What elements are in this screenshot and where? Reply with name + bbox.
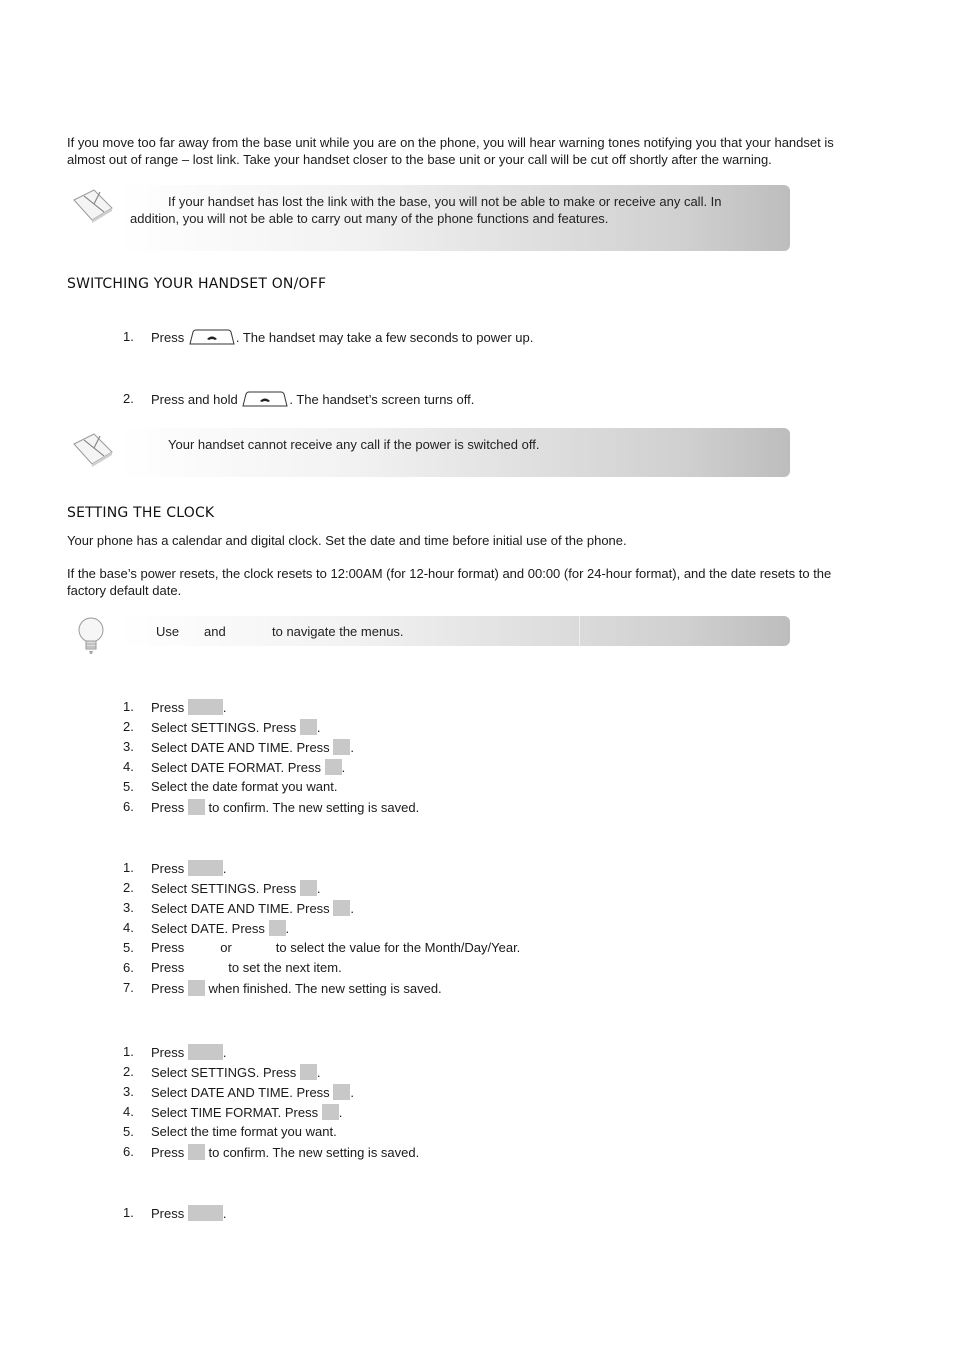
clock-paragraph-2 [67, 565, 887, 599]
step-text: . [316, 1065, 321, 1080]
tip-and: and [204, 624, 226, 639]
step-text: . [350, 1085, 354, 1100]
step-text: Select SETTINGS. Press [151, 1065, 297, 1080]
step-text: Select TIME FORMAT. Press [151, 1105, 319, 1120]
step-text: Press [151, 700, 185, 715]
note2-text: Your handset cannot receive any call if the power is switched off. [168, 437, 540, 452]
step [151, 960, 342, 975]
step-text: when finished. The new setting is saved. [208, 981, 442, 996]
note-pad-icon [70, 430, 116, 468]
step-number: 5. [123, 779, 134, 794]
ok-key [269, 920, 286, 936]
step-text: . [222, 1206, 227, 1221]
step-number: 1. [123, 1044, 134, 1059]
step [151, 699, 226, 715]
step [151, 799, 419, 815]
step-number: 2. [123, 1064, 134, 1079]
step-number: 6. [123, 799, 134, 814]
step [151, 860, 226, 876]
section-heading-clock: SETTING THE CLOCK [67, 505, 215, 521]
step-text: Select DATE. Press [151, 921, 265, 936]
tip-box-divider [579, 616, 580, 646]
ok-key [333, 900, 350, 916]
step-text: . [338, 1105, 343, 1120]
step [151, 1044, 226, 1060]
step-text: Select the date format you want. [151, 779, 338, 794]
step [151, 1124, 337, 1139]
switch-step-1-number: 1. [123, 329, 134, 344]
menu-key [188, 699, 223, 715]
step-text: Press [151, 1045, 185, 1060]
ok-key [300, 719, 317, 735]
switch-step-2-post: . The handset’s screen turns off. [289, 392, 475, 407]
step-number: 7. [123, 980, 134, 995]
light-bulb-icon [74, 615, 108, 657]
ok-key [188, 1144, 205, 1160]
switch-step-2-pre: Press and hold [151, 392, 238, 407]
step-number: 6. [123, 1144, 134, 1159]
step-text: Press [151, 981, 185, 996]
menu-key [188, 1044, 223, 1060]
step [151, 880, 320, 896]
end-call-key-icon [188, 329, 236, 346]
note1-line-1: If your handset has lost the link with the base, you will not be able to make or receive any call. In [168, 194, 722, 209]
ok-key [300, 1064, 317, 1080]
step-number: 5. [123, 940, 134, 955]
step-text: . [350, 901, 354, 916]
step-number: 2. [123, 880, 134, 895]
step-number: 1. [123, 699, 134, 714]
switch-step-2 [151, 391, 474, 408]
step [151, 940, 520, 955]
step-number: 3. [123, 739, 134, 754]
ok-key [188, 980, 205, 996]
step [151, 980, 442, 996]
end-call-key-icon [241, 391, 289, 408]
step [151, 900, 354, 916]
step [151, 1084, 354, 1100]
menu-key [188, 860, 223, 876]
step-text: . [350, 740, 354, 755]
switch-step-1 [151, 329, 533, 346]
step-text: . [285, 921, 290, 936]
ok-key [300, 880, 317, 896]
step-number: 1. [123, 1205, 134, 1220]
clock-paragraph-1: Your phone has a calendar and digital clock. Set the date and time before initial use of the phone. [67, 533, 627, 548]
step-text: Select DATE AND TIME. Press [151, 1085, 330, 1100]
step-text: to set the next item. [228, 960, 342, 975]
step-number: 3. [123, 1084, 134, 1099]
step-text: Press [151, 1145, 185, 1160]
switch-step-2-number: 2. [123, 391, 134, 406]
ok-key [325, 759, 342, 775]
step [151, 759, 345, 775]
step [151, 1104, 342, 1120]
step-text: or [220, 940, 232, 955]
step [151, 779, 337, 794]
step [151, 1144, 419, 1160]
step-text: Select DATE AND TIME. Press [151, 740, 330, 755]
step-text: . [316, 720, 321, 735]
clock-paragraph-2-line-2: factory default date. [67, 583, 182, 598]
step-text: Press [151, 1206, 185, 1221]
step [151, 920, 289, 936]
step-text: . [222, 700, 227, 715]
intro-paragraph [67, 134, 887, 168]
step-text: to confirm. The new setting is saved. [208, 1145, 420, 1160]
step-number: 4. [123, 920, 134, 935]
step-number: 1. [123, 860, 134, 875]
menu-key [188, 1205, 223, 1221]
section-heading-switching: SWITCHING YOUR HANDSET ON/OFF [67, 276, 327, 292]
note1-line-2: addition, you will not be able to carry out many of the phone functions and features. [130, 211, 609, 226]
tip-rest: to navigate the menus. [272, 624, 404, 639]
step-text: . [222, 861, 227, 876]
note-pad-icon [70, 186, 116, 224]
step-text: Press [151, 861, 185, 876]
switch-step-1-post: . The handset may take a few seconds to power up. [235, 330, 534, 345]
step-text: Select SETTINGS. Press [151, 881, 297, 896]
step-number: 4. [123, 1104, 134, 1119]
step-text: . [316, 881, 321, 896]
step-number: 3. [123, 900, 134, 915]
step [151, 739, 354, 755]
step-number: 2. [123, 719, 134, 734]
intro-line-2: almost out of range – lost link. Take your handset closer to the base unit or your call will be cut off shortly after the warning. [67, 152, 772, 167]
clock-paragraph-2-line-1: If the base’s power resets, the clock resets to 12:00AM (for 12-hour format) and 00:00 (for 24-hour format), and the date resets to the [67, 566, 832, 581]
step-text: to select the value for the Month/Day/Year. [275, 940, 521, 955]
step-number: 5. [123, 1124, 134, 1139]
step [151, 1205, 226, 1221]
step-text: . [222, 1045, 227, 1060]
ok-key [333, 739, 350, 755]
step-text: Press [151, 800, 185, 815]
step-text: Press [151, 960, 185, 975]
switch-step-1-pre: Press [151, 330, 185, 345]
ok-key [333, 1084, 350, 1100]
step [151, 719, 320, 735]
step-text: Select SETTINGS. Press [151, 720, 297, 735]
step-text: Select DATE FORMAT. Press [151, 760, 321, 775]
intro-line-1: If you move too far away from the base unit while you are on the phone, you will hear warning tones notifying you that your handset is [67, 135, 834, 150]
ok-key [322, 1104, 339, 1120]
step-text: to confirm. The new setting is saved. [208, 800, 420, 815]
step-text: . [341, 760, 346, 775]
step-text: Select DATE AND TIME. Press [151, 901, 330, 916]
step [151, 1064, 320, 1080]
step-number: 4. [123, 759, 134, 774]
ok-key [188, 799, 205, 815]
step-text: Select the time format you want. [151, 1124, 337, 1139]
step-number: 6. [123, 960, 134, 975]
tip-use: Use [156, 624, 180, 639]
step-text: Press [151, 940, 185, 955]
